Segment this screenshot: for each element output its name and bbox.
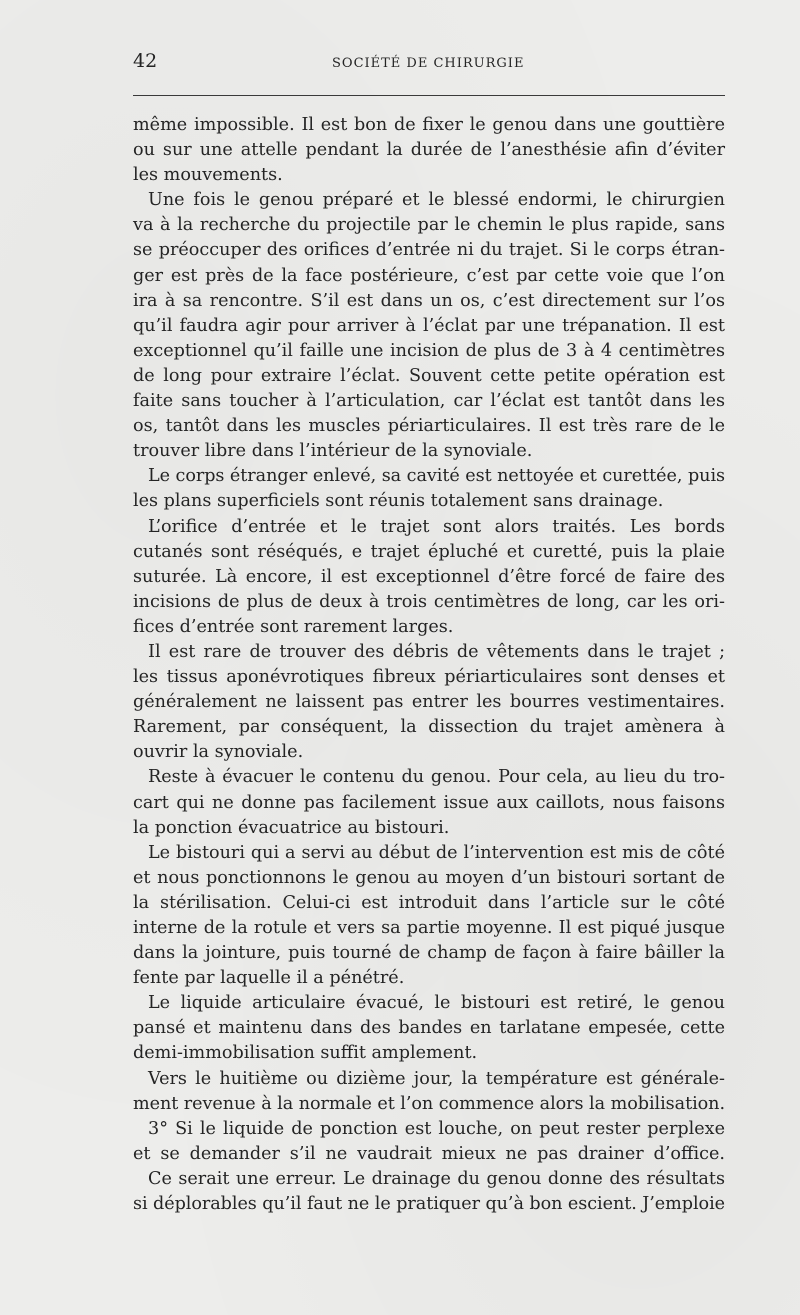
- text-line: incisions de plus de deux à trois centimètres de long, car les ori-: [133, 591, 725, 612]
- text-line: va à la recherche du projectile par le chemin le plus rapide, sans: [133, 215, 725, 236]
- text-line: et nous ponctionnons le genou au moyen d’un bistouri sortant de: [133, 867, 725, 888]
- text-line: demi-immobilisation suffit amplement.: [133, 1043, 478, 1064]
- text-line: interne de la rotule et vers sa partie moyenne. Il est piqué jusque: [133, 918, 725, 938]
- text-line: cart qui ne donne pas facilement issue aux caillots, nous faisons: [133, 792, 725, 813]
- text-line: se préoccuper des orifices d’entrée ni du trajet. Si le corps étran-: [133, 240, 725, 261]
- text-line: Une fois le genou préparé et le blessé endormi, le chirurgien: [148, 190, 725, 211]
- text-line: trouver libre dans l’intérieur de la synoviale.: [133, 441, 533, 462]
- text-line: 3° Si le liquide de ponction est louche, on peut rester perplexe: [148, 1118, 725, 1139]
- text-line: Le bistouri qui a servi au début de l’intervention est mis de côté: [148, 842, 725, 863]
- text-line: L’orifice d’entrée et le trajet sont alors traités. Les bords: [148, 516, 725, 537]
- text-line: Le corps étranger enlevé, sa cavité est nettoyée et curettée, puis: [148, 466, 725, 487]
- text-line: ouvrir la synoviale.: [133, 742, 304, 763]
- text-line: fente par laquelle il a pénétré.: [133, 968, 405, 989]
- text-line: si déplorables qu’il faut ne le pratiquer qu’à bon escient. J’emploie: [133, 1194, 725, 1215]
- text-line: Ce serait une erreur. Le drainage du genou donne des résultats: [148, 1168, 725, 1189]
- text-line: ira à sa rencontre. S’il est dans un os, c’est directement sur l’os: [133, 290, 725, 311]
- text-line: les plans superficiels sont réunis totalement sans drainage.: [133, 491, 664, 512]
- text-line: généralement ne laissent pas entrer les bourres vestimentaires.: [133, 692, 725, 713]
- text-line: suturée. Là encore, il est exceptionnel d’être forcé de faire des: [133, 566, 725, 587]
- text-line: cutanés sont réséqués, e trajet épluché et curetté, puis la plaie: [133, 541, 725, 562]
- text-line: ou sur une attelle pendant la durée de l’anesthésie afin d’éviter: [133, 140, 725, 161]
- text-line: ger est près de la face postérieure, c’est par cette voie que l’on: [133, 265, 725, 286]
- text-line: exceptionnel qu’il faille une incision de plus de 3 à 4 centimètres: [133, 340, 725, 361]
- text-line: qu’il faudra agir pour arriver à l’éclat par une trépanation. Il est: [133, 315, 725, 336]
- text-line: Vers le huitième ou dizième jour, la température est générale-: [148, 1068, 725, 1089]
- text-line: la stérilisation. Celui-ci est introduit dans l’article sur le côté: [133, 892, 725, 913]
- text-line: Reste à évacuer le contenu du genou. Pour cela, au lieu du tro-: [148, 767, 725, 788]
- text-line: même impossible. Il est bon de fixer le genou dans une gouttière: [133, 115, 725, 135]
- text-line: Le liquide articulaire évacué, le bistouri est retiré, le genou: [148, 993, 725, 1014]
- text-line: faite sans toucher à l’articulation, car l’éclat est tantôt dans les: [133, 391, 725, 412]
- text-line: Rarement, par conséquent, la dissection du trajet amènera à: [133, 717, 725, 738]
- text-line: dans la jointure, puis tourné de champ de façon à faire bâiller la: [133, 943, 725, 964]
- text-line: les mouvements.: [133, 165, 283, 186]
- text-line: les tissus aponévrotiques fibreux périarticulaires sont denses et: [133, 667, 725, 688]
- text-line: fices d’entrée sont rarement larges.: [133, 616, 454, 637]
- text-line: pansé et maintenu dans des bandes en tarlatane empesée, cette: [133, 1018, 725, 1039]
- text-line: os, tantôt dans les muscles périarticulaires. Il est très rare de le: [133, 416, 725, 437]
- body-text: [133, 113, 725, 1217]
- running-title: SOCIÉTÉ DE CHIRURGIE: [332, 56, 525, 71]
- text-line: Il est rare de trouver des débris de vêtements dans le trajet ;: [148, 641, 725, 662]
- header-rule: [133, 95, 725, 96]
- text-line: de long pour extraire l’éclat. Souvent cette petite opération est: [133, 365, 725, 386]
- page-number: 42: [133, 50, 158, 72]
- text-line: et se demander s’il ne vaudrait mieux ne pas drainer d’office.: [133, 1143, 725, 1164]
- text-line: la ponction évacuatrice au bistouri.: [133, 817, 450, 838]
- text-line: ment revenue à la normale et l’on commence alors la mobilisation.: [133, 1093, 725, 1114]
